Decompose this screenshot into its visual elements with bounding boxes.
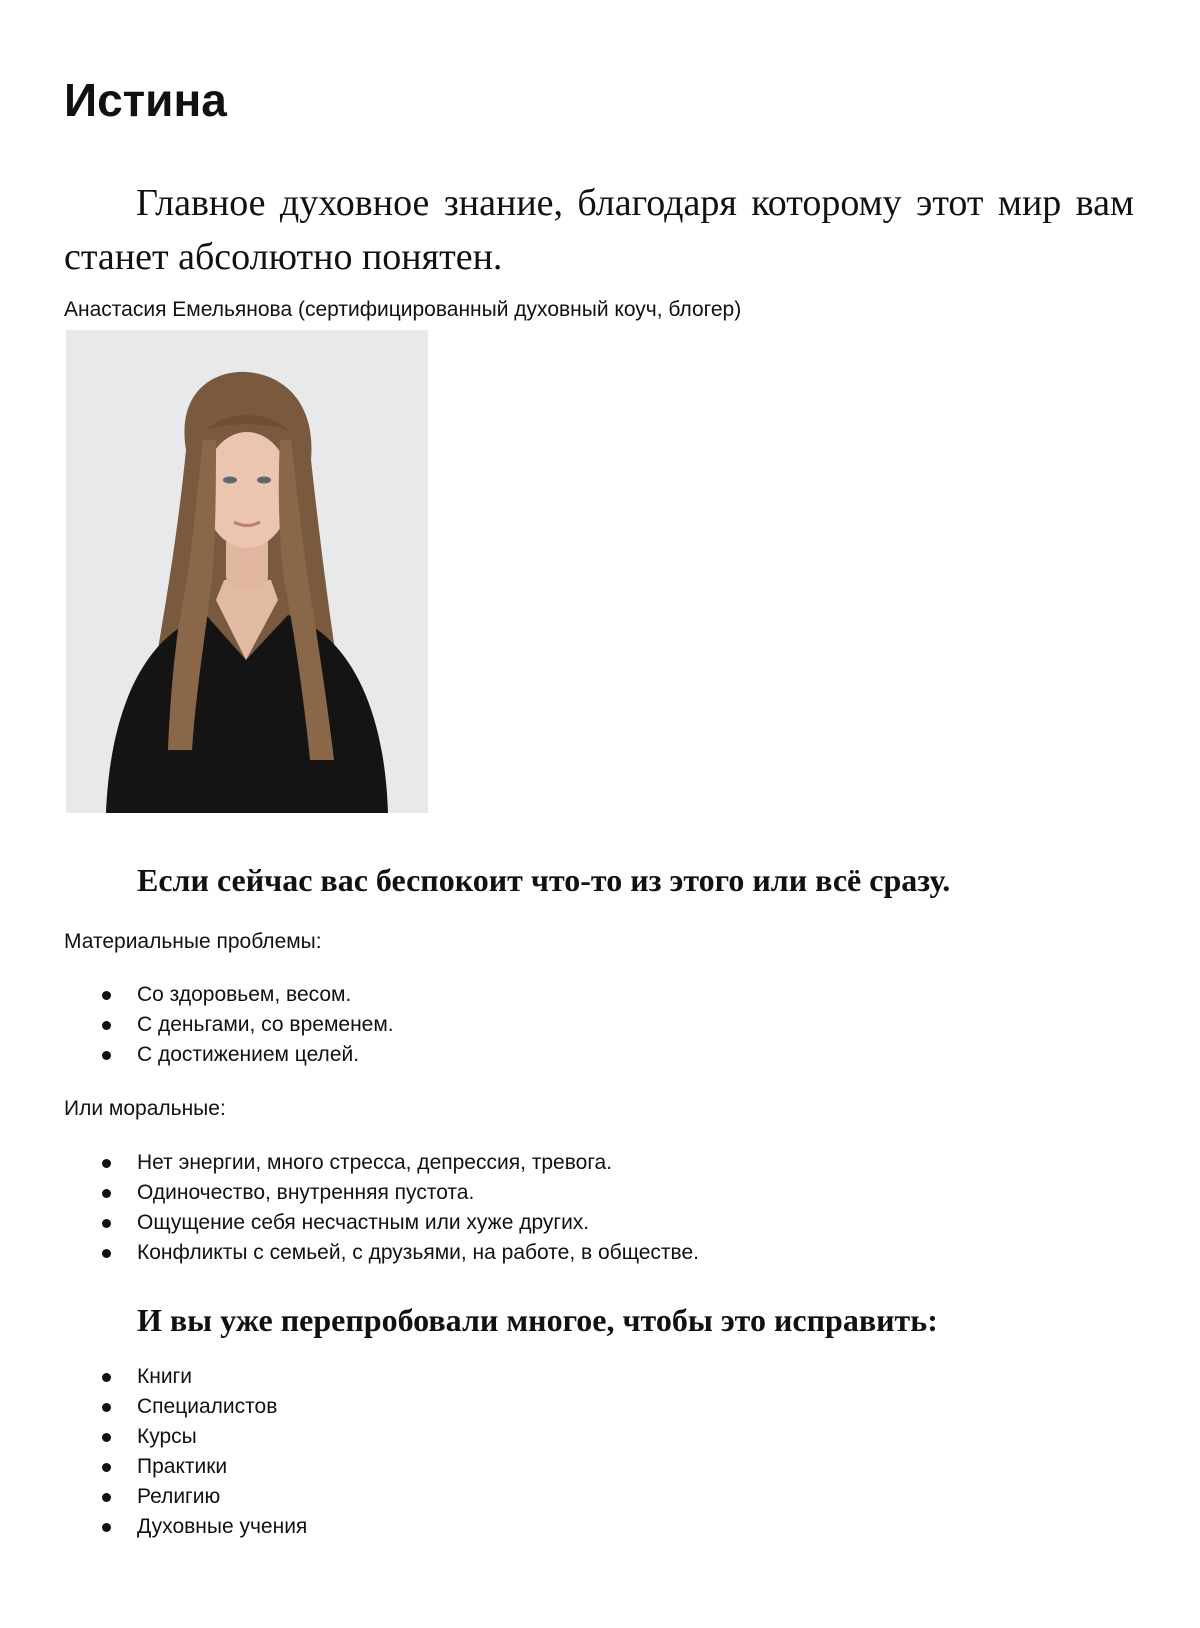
list-item-text: Конфликты с семьей, с друзьями, на работе, в обществе. xyxy=(137,1241,699,1264)
list-item xyxy=(64,1208,699,1238)
section2-heading: И вы уже перепробовали многое, чтобы это исправить: xyxy=(137,1302,938,1338)
list-item xyxy=(64,1482,307,1512)
bullet-icon xyxy=(102,1189,111,1198)
bullet-icon xyxy=(102,1373,111,1382)
list-item-text: С достижением целей. xyxy=(137,1043,360,1066)
list-item-text: С деньгами, со временем. xyxy=(137,1013,394,1036)
portrait-photo xyxy=(66,330,428,813)
page-title: Истина xyxy=(64,74,227,126)
list-item xyxy=(64,1512,307,1542)
bullet-icon xyxy=(102,1403,111,1412)
list-item-text: Книги xyxy=(137,1365,192,1388)
list-item-text: Практики xyxy=(137,1455,228,1478)
bullet-icon xyxy=(102,1021,111,1030)
list-item-text: Со здоровьем, весом. xyxy=(137,983,352,1006)
list-item xyxy=(64,1452,307,1482)
list-item xyxy=(64,1040,394,1070)
portrait-photo-icon xyxy=(66,330,428,813)
bullet-icon xyxy=(102,1433,111,1442)
bullet-icon xyxy=(102,1249,111,1258)
bullet-icon xyxy=(102,1159,111,1168)
moral-label: Или моральные: xyxy=(64,1097,226,1120)
author-caption: Анастасия Емельянова (сертифицированный духовный коуч, блогер) xyxy=(64,298,742,321)
list-item-text: Духовные учения xyxy=(137,1515,308,1538)
section1-heading: Если сейчас вас беспокоит что-то из этого или всё сразу. xyxy=(137,862,951,898)
list-item-text: Религию xyxy=(137,1485,221,1508)
material-list xyxy=(64,980,394,1070)
bullet-icon xyxy=(102,1219,111,1228)
list-item xyxy=(64,1010,394,1040)
material-label: Материальные проблемы: xyxy=(64,930,322,953)
moral-list xyxy=(64,1148,699,1268)
bullet-icon xyxy=(102,1523,111,1532)
list-item xyxy=(64,1362,307,1392)
list-item xyxy=(64,980,394,1010)
list-item xyxy=(64,1238,699,1268)
list-item xyxy=(64,1392,307,1422)
list-item xyxy=(64,1422,307,1452)
bullet-icon xyxy=(102,1051,111,1060)
list-item-text: Курсы xyxy=(137,1425,197,1448)
lead-paragraph: Главное духовное знание, благодаря которому этот мир вам станет абсолютно понятен. xyxy=(64,182,1134,278)
bullet-icon xyxy=(102,1493,111,1502)
list-item-text: Нет энергии, много стресса, депрессия, тревога. xyxy=(137,1151,613,1174)
list-item xyxy=(64,1178,699,1208)
tried-list xyxy=(64,1362,307,1542)
bullet-icon xyxy=(102,1463,111,1472)
list-item-text: Одиночество, внутренняя пустота. xyxy=(137,1181,475,1204)
list-item-text: Специалистов xyxy=(137,1395,278,1418)
list-item-text: Ощущение себя несчастным или хуже других. xyxy=(137,1211,590,1234)
list-item xyxy=(64,1148,699,1178)
bullet-icon xyxy=(102,991,111,1000)
